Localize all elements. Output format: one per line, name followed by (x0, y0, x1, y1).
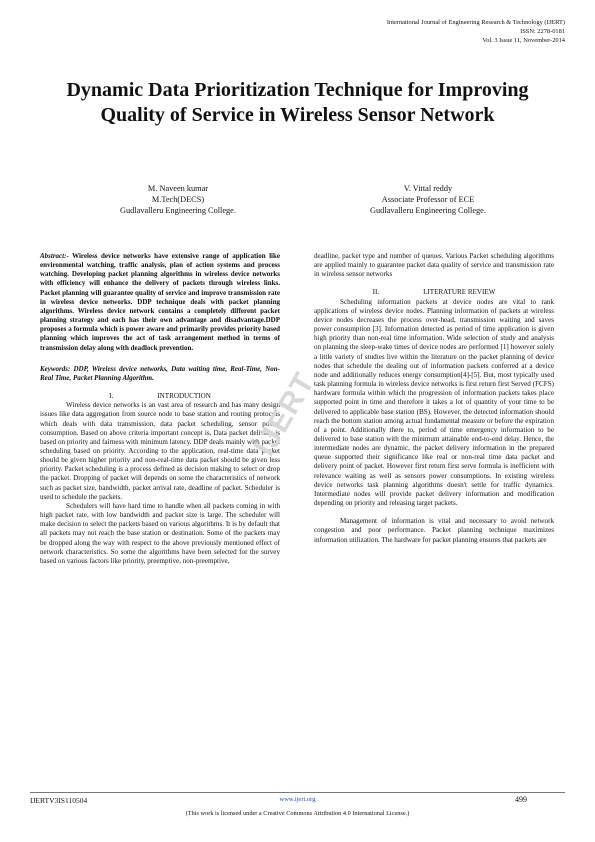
paragraph: Management of information is vital and necessary to avoid network congestion and poor performance. Packet planning technique maximizes information utilization. The hardware for packet planning ensures that packets are (314, 517, 554, 544)
author-1 (68, 183, 288, 216)
section-heading-literature (314, 288, 554, 297)
author-role: M.Tech(DECS) (151, 195, 205, 204)
footer-divider (30, 792, 565, 793)
paragraph: Scheduling information packets at device nodes are vital to rank applications of wireless device nodes. Planning information of packets at wireless device nodes decreases the process over-head, transmission waiting and saves power consumption [3]. Information detected as period of time application is given high priority than non-real time information. Wide selection of study and analysis on planning the sleep-wake times of device nodes are performed [1] however solely a little variety of studies live within the literature on the packet planning of device nodes that schedule the dealing out of information packets conferred at a device node and additionally reduces energy consumption[4]-[5]. But, most typically used task planning formula in wireless device networks is first return first Served (FCFS) hardware formula within which the progression of information packets takes place supported point in time and therefore it takes a lot of quantity of your time to be delivered to applicable base station (BS). However, the detected information should reach the bottom station among actual fundamental measure or before the expiration of a point. Additionally there to, period of time emergency information to be delivered to base station with the minimum attainable end-to-end delay. Hence, the intermediate nodes are dynamic, the packet delivery information in the prepared queue supported their significance like real or non-real time data packet and delivery point of packet. However first return first serve formula is inefficient with relevance waiting as well as sensors power consumptions. In existing wireless device networks task planning algorithms doesn't settle for traffic dynamics. Intermediate nodes will provide packet delivery information and modification depending on priority and releasing target packets. (314, 297, 554, 508)
journal-name: International Journal of Engineering Research & Technology (IJERT) (386, 19, 565, 26)
section-number: II. (372, 288, 380, 297)
author-affiliation: Gudlavalleru Engineering College. (370, 206, 486, 215)
section-number: I. (109, 392, 114, 401)
author-2 (318, 183, 538, 216)
left-column (40, 252, 280, 566)
paper-id: IJERTV3IS110504 (30, 796, 88, 805)
section-title: LITERATURE REVIEW (423, 288, 496, 297)
author-affiliation: Gudlavalleru Engineering College. (120, 206, 236, 215)
keywords: Keywords: DDP, Wireless device networks, Data waiting time, Real-Time, Non-Real Time, Packet Planning Algorithm. (40, 364, 280, 382)
journal-website-link[interactable]: www.ijert.org (279, 796, 316, 803)
paper-title: Dynamic Data Prioritization Technique for Improving Quality of Service in Wireless Sensor Network (66, 79, 529, 126)
paragraph: deadline, packet type and number of queues. Various Packet scheduling algorithms are applied mainly to guarantee packet data quality of service and transmission rate in wireless sensor networks (314, 252, 554, 279)
paragraph: Wireless device networks is an vast area of research and has many design issues like data aggregation from source node to base station and routing protocols which deals with data transmission, data packet scheduling, sensor power consumption. Based on above criteria important concept is, Data packet delivery is based on priority and fairness with minimum latency. DDP deals mainly with packet scheduling based on priority. According to the application, real-time data packet should be given higher priority and non-real-time data packet should be given less priority. Packet scheduling is a process defined as decision making to select or drop the packet. Dropping of packet will depends on some the characteristics of network such as packet size, bandwidth, packet arrival rate, deadline of packet. Scheduler is used to schedule the packets. (40, 401, 280, 501)
journal-header (387, 18, 565, 46)
section-title: INTRODUCTION (157, 392, 211, 401)
abstract-label: Abstract:- (40, 252, 69, 260)
author-role: Associate Professor of ECE (381, 195, 475, 204)
paragraph: Schedulers will have hard time to handle when all packets coming in with high packet rate, with low bandwidth and packet size is large. The scheduler will make decision to select the packets based on various algorithms. It is by default that all packets may not reach the base station or destination. Some of the packets may be dropped along the way with respect to the above previously mentioned effect of network characteristics. So some the algorithms have been selected for the survey based on various factors like priority, preemptive, non-preemptive, (40, 501, 280, 565)
volume-issue: Vol. 3 Issue 11, November-2014 (482, 37, 565, 45)
watermark: IJERT (248, 367, 322, 462)
author-name: M. Naveen kumar (147, 184, 209, 193)
section-heading-introduction (40, 392, 280, 401)
right-column (314, 252, 554, 545)
abstract (40, 252, 280, 353)
license-note: (This work is licensed under a Creative Commons Attribution 4.0 International License.) (185, 810, 410, 817)
author-name: V. Vittal reddy (403, 184, 453, 193)
abstract-text: Wireless device networks have extensive range of application like environmental watching, traffic analysis, plan of action systems and process watching. Developing packet planning algorithms in wireless device networks with efficiency will enhance the delivery of packets through wireless links. Packet planning will guarantee quality of service and improve transmission rate in wireless device networks. DDP technique deals with packet planning algorithms. Wireless device network contains a completely different packet planning strategy and each has their own advantage and disadvantage.DDP proposes a formula which is power aware and primarily provides priority based planning which improves the act of task arrangement method in terms of transmission delay along with deadlock prevention. (40, 252, 280, 352)
page-number: 499 (515, 795, 527, 804)
issn: ISSN: 2278-0181 (520, 28, 565, 36)
